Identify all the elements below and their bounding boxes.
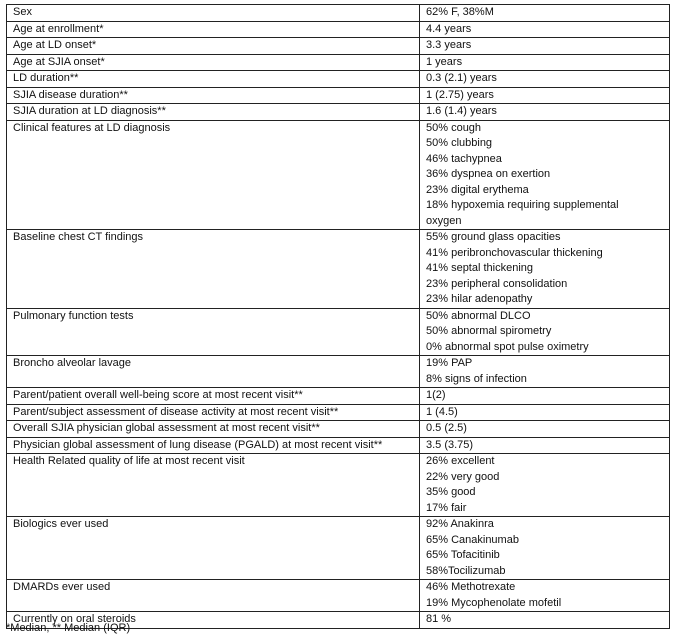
table-row bbox=[7, 517, 670, 580]
table-row bbox=[7, 87, 670, 104]
table-row bbox=[7, 21, 670, 38]
row-label: SJIA duration at LD diagnosis** bbox=[7, 104, 420, 121]
table-row bbox=[7, 437, 670, 454]
table-row bbox=[7, 454, 670, 517]
value-line: 62% F, 38%M bbox=[426, 6, 494, 18]
row-label: Clinical features at LD diagnosis bbox=[7, 120, 420, 230]
table-row bbox=[7, 120, 670, 230]
row-label: Health Related quality of life at most recent visit bbox=[7, 454, 420, 517]
row-value bbox=[420, 421, 670, 438]
value-line: 18% hypoxemia requiring supplemental bbox=[426, 199, 619, 211]
value-line: 19% Mycophenolate mofetil bbox=[426, 596, 562, 609]
table-row bbox=[7, 356, 670, 388]
value-line: 65% Canakinumab bbox=[426, 533, 519, 546]
row-label: SJIA disease duration** bbox=[7, 87, 420, 104]
table-row bbox=[7, 580, 670, 612]
table-row bbox=[7, 38, 670, 55]
row-value bbox=[420, 38, 670, 55]
value-line: 23% digital erythema bbox=[426, 183, 529, 196]
table-row bbox=[7, 404, 670, 421]
value-line: 1 (2.75) years bbox=[426, 88, 494, 101]
value-line: 17% fair bbox=[426, 501, 467, 514]
value-line: 3.5 (3.75) bbox=[426, 438, 474, 451]
footnote: *Median, ** Median (IQR) bbox=[6, 622, 131, 634]
row-label: Physician global assessment of lung disease (PGALD) at most recent visit** bbox=[7, 437, 420, 454]
row-value bbox=[420, 580, 670, 612]
row-label: DMARDs ever used bbox=[7, 580, 420, 612]
table-row bbox=[7, 5, 670, 22]
table-row bbox=[7, 388, 670, 405]
value-line: 46% Methotrexate bbox=[426, 581, 516, 593]
row-label: Parent/subject assessment of disease activity at most recent visit** bbox=[7, 404, 420, 421]
table-row bbox=[7, 421, 670, 438]
row-value bbox=[420, 71, 670, 88]
table-row bbox=[7, 104, 670, 121]
patient-characteristics-table bbox=[6, 4, 670, 629]
row-label: Overall SJIA physician global assessment at most recent visit** bbox=[7, 421, 420, 438]
row-label: Broncho alveolar lavage bbox=[7, 356, 420, 388]
row-label: Parent/patient overall well-being score at most recent visit** bbox=[7, 388, 420, 405]
value-line: 1.6 (1.4) years bbox=[426, 105, 497, 117]
row-label: Currently on oral steroids bbox=[7, 612, 420, 629]
value-line: 50% cough bbox=[426, 121, 482, 134]
row-value bbox=[420, 356, 670, 388]
value-line: 58%Tocilizumab bbox=[426, 564, 506, 577]
row-label: Age at LD onset* bbox=[7, 38, 420, 55]
value-line: 26% excellent bbox=[426, 455, 495, 467]
value-line: 19% PAP bbox=[426, 357, 473, 369]
row-value bbox=[420, 388, 670, 405]
row-value bbox=[420, 612, 670, 629]
value-line: 36% dyspnea on exertion bbox=[426, 168, 551, 180]
value-line: 50% abnormal spirometry bbox=[426, 325, 552, 337]
value-line: 0% abnormal spot pulse oximetry bbox=[426, 340, 589, 353]
value-line: 23% peripheral consolidation bbox=[426, 277, 568, 290]
value-line: 46% tachypnea bbox=[426, 152, 502, 165]
table-row bbox=[7, 230, 670, 309]
row-value bbox=[420, 54, 670, 71]
value-line: 23% hilar adenopathy bbox=[426, 293, 533, 305]
value-line: 1 years bbox=[426, 55, 463, 68]
value-line: 35% good bbox=[426, 486, 476, 498]
row-value bbox=[420, 517, 670, 580]
value-line: 0.5 (2.5) bbox=[426, 422, 467, 434]
value-line: 50% abnormal DLCO bbox=[426, 309, 531, 322]
value-line: 1(2) bbox=[426, 389, 446, 401]
row-label: Biologics ever used bbox=[7, 517, 420, 580]
table-row bbox=[7, 54, 670, 71]
row-value bbox=[420, 230, 670, 309]
value-line: 8% signs of infection bbox=[426, 372, 527, 385]
value-line: 92% Anakinra bbox=[426, 518, 494, 530]
value-line: oxygen bbox=[426, 214, 462, 227]
value-line: 4.4 years bbox=[426, 22, 472, 35]
row-label: Baseline chest CT findings bbox=[7, 230, 420, 309]
row-value bbox=[420, 87, 670, 104]
row-label: Age at SJIA onset* bbox=[7, 54, 420, 71]
row-label: LD duration** bbox=[7, 71, 420, 88]
value-line: 1 (4.5) bbox=[426, 405, 458, 418]
value-line: 22% very good bbox=[426, 470, 500, 483]
table-row bbox=[7, 308, 670, 356]
value-line: 65% Tofacitinib bbox=[426, 549, 500, 561]
value-line: 81 % bbox=[426, 613, 452, 625]
row-label: Sex bbox=[7, 5, 420, 22]
value-line: 41% peribronchovascular thickening bbox=[426, 246, 603, 259]
value-line: 41% septal thickening bbox=[426, 262, 534, 274]
row-value bbox=[420, 308, 670, 356]
value-line: 50% clubbing bbox=[426, 137, 493, 149]
row-label: Pulmonary function tests bbox=[7, 308, 420, 356]
table-row bbox=[7, 71, 670, 88]
row-value bbox=[420, 437, 670, 454]
row-value bbox=[420, 120, 670, 230]
row-value bbox=[420, 404, 670, 421]
row-value bbox=[420, 5, 670, 22]
row-label: Age at enrollment* bbox=[7, 21, 420, 38]
row-value bbox=[420, 21, 670, 38]
value-line: 3.3 years bbox=[426, 39, 472, 51]
table-body bbox=[7, 5, 670, 629]
row-value bbox=[420, 454, 670, 517]
value-line: 55% ground glass opacities bbox=[426, 231, 561, 243]
value-line: 0.3 (2.1) years bbox=[426, 72, 497, 84]
row-value bbox=[420, 104, 670, 121]
